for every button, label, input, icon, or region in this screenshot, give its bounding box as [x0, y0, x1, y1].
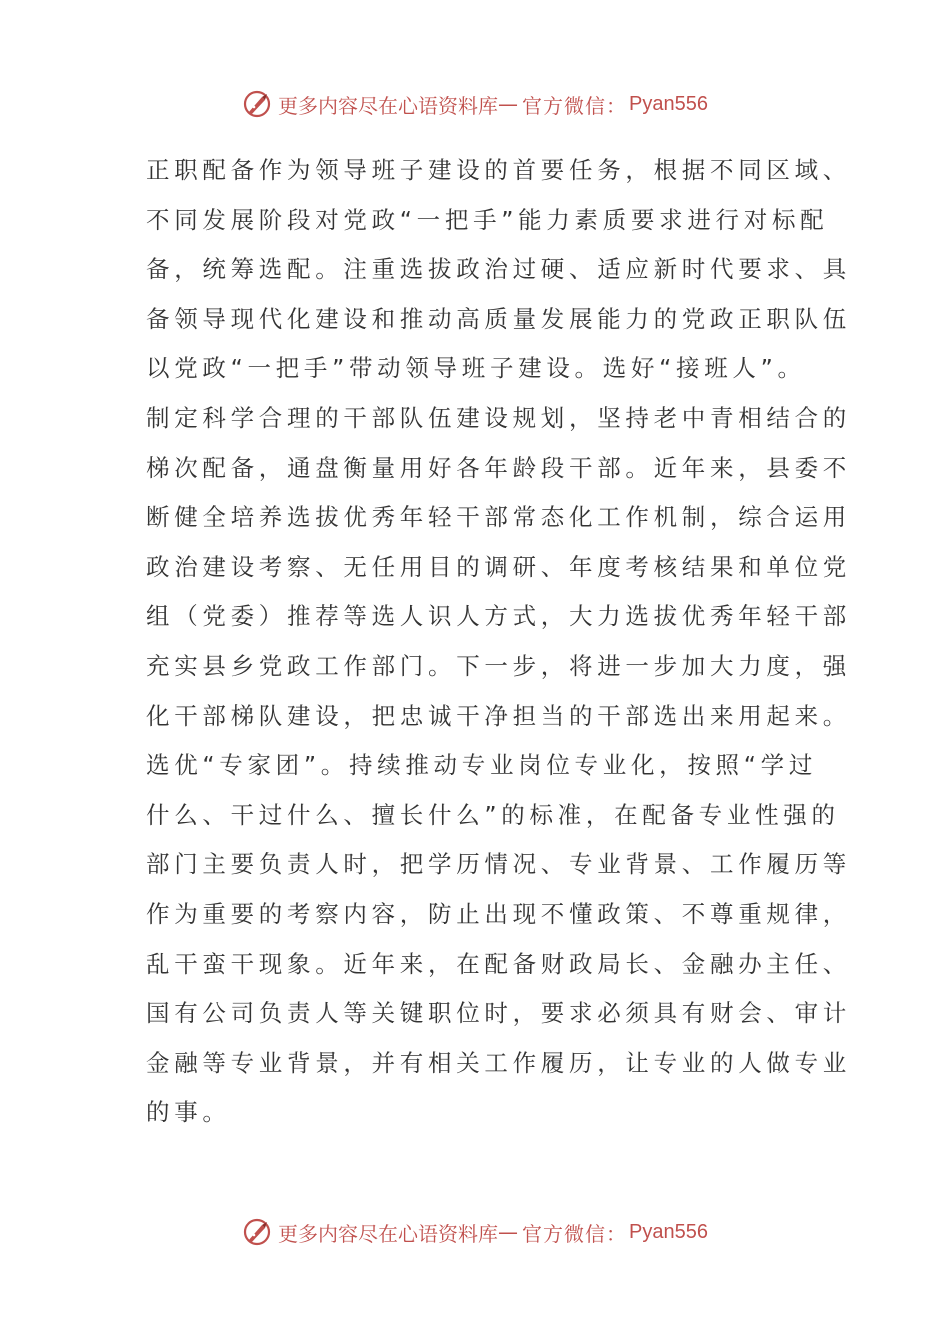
text-line: 的事。 [146, 1098, 231, 1127]
watermark-wechat-id: Pyan556 [629, 1220, 708, 1243]
text-line: 化干部梯队建设，把忠诚干净担当的干部选出来用起来。 [146, 701, 851, 730]
text-line: 组（党委）推荐等选人识人方式，大力选拔优秀年轻干部 [146, 602, 851, 631]
text-line: 备，统筹选配。注重选拔政治过硬、适应新时代要求、具 [146, 255, 851, 284]
text-line: 政治建设考察、无任用目的调研、年度考核结果和单位党 [146, 552, 851, 581]
text-line: 梯次配备，通盘衡量用好各年龄段干部。近年来，县委不 [146, 453, 851, 482]
text-line: 国有公司负责人等关键职位时，要求必须具有财会、审计 [146, 999, 851, 1028]
watermark-separator: — [498, 92, 519, 116]
watermark-site-text: 更多内容尽在心语资料库 [278, 93, 499, 118]
text-line: 不同发展阶段对党政“一把手”能力素质要求进行对标配 [146, 205, 829, 234]
text-line: 正职配备作为领导班子建设的首要任务，根据不同区域、 [146, 156, 851, 184]
text-line: 断健全培养选拔优秀年轻干部常态化工作机制，综合运用 [146, 503, 851, 532]
watermark-site-text: 更多内容尽在心语资料库 [278, 1221, 499, 1246]
text-line: 作为重要的考察内容，防止出现不懂政策、不尊重规律， [146, 899, 851, 928]
pen-nib-logo-icon [242, 1217, 272, 1247]
text-line: 什么、干过什么、擅长什么”的标准，在配备专业性强的 [146, 800, 840, 829]
text-line: 部门主要负责人时，把学历情况、专业背景、工作履历等 [146, 850, 851, 879]
body-paragraph [146, 146, 851, 1138]
watermark-wechat-id: Pyan556 [629, 92, 708, 115]
watermark-wechat-label: 官方微信： [522, 93, 628, 118]
header-watermark [0, 84, 950, 124]
footer-watermark [0, 1212, 950, 1252]
watermark-separator: — [498, 1220, 519, 1244]
text-line: 选优“专家团”。持续推动专业岗位专业化，按照“学过 [146, 751, 818, 780]
pen-nib-logo-icon [242, 89, 272, 119]
text-line: 以党政“一把手”带动领导班子建设。选好“接班人”。 [146, 354, 806, 383]
text-line: 金融等专业背景，并有相关工作履历，让专业的人做专业 [146, 1048, 851, 1077]
text-line: 充实县乡党政工作部门。下一步，将进一步加大力度，强 [146, 651, 851, 680]
text-line: 乱干蛮干现象。近年来，在配备财政局长、金融办主任、 [146, 949, 851, 978]
watermark-wechat-label: 官方微信： [522, 1221, 628, 1246]
text-line: 制定科学合理的干部队伍建设规划，坚持老中青相结合的 [146, 403, 851, 432]
text-line: 备领导现代化建设和推动高质量发展能力的党政正职队伍 [146, 304, 851, 333]
